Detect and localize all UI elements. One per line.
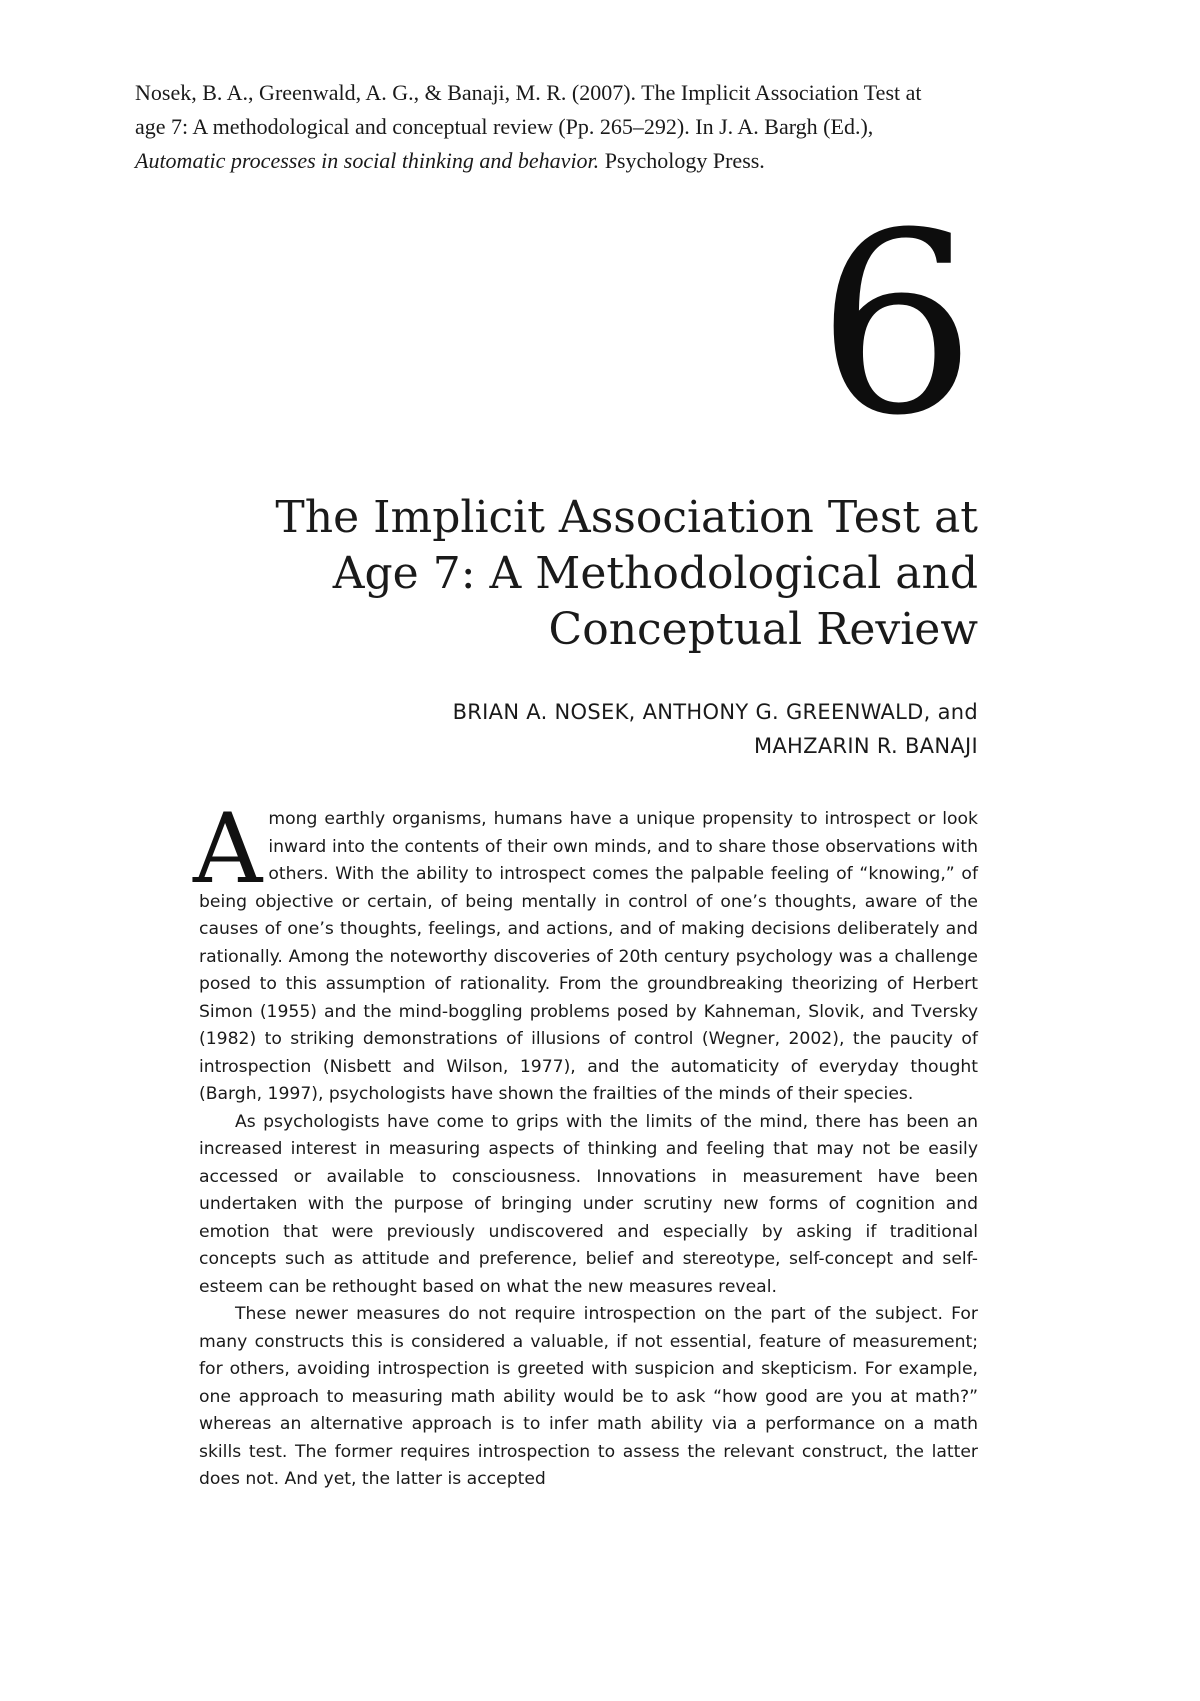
chapter-title (218, 490, 978, 658)
paragraph-3: These newer measures do not require introspection on the part of the subject. For many constructs this is considered a valuable, if not essential, feature of measurement; for others, avoiding introspection is greeted with suspicion and skepticism. For example, one approach to measuring math ability would be to ask “how good are you at math?” whereas an alternative approach is to infer math ability via a performance on a math skills test. The former requires introspection to assess the relevant construct, the latter does not. And yet, the latter is accepted (199, 1304, 978, 1489)
paragraph-2: As psychologists have come to grips with the limits of the mind, there has been an increased interest in measuring aspects of thinking and feeling that may not be easily accessed or available to consciousness. Innovations in measurement have been undertaken with the purpose of bringing under scrutiny new forms of cognition and emotion that were previously undiscovered and especially by asking if traditional concepts such as attitude and preference, belief and stereotype, self-concept and self-esteem can be rethought based on what the new measures reveal. (199, 1111, 978, 1297)
citation-line-2: age 7: A methodological and conceptual review (Pp. 265–292). In J. A. Bargh (Ed.), (135, 114, 874, 139)
authors-line-1: BRIAN A. NOSEK, ANTHONY G. GREENWALD, and (452, 700, 978, 724)
paragraph-1-text: mong earthly organisms, humans have a unique propensity to introspect or look inward into the contents of their own minds, and to share those observations with others. With the ability to introspect comes the palpable feeling of “knowing,” of being objective or certain, of being mentally in control of one’s thoughts, aware of the causes of one’s thoughts, feelings, and actions, and of making decisions deliberately and rationally. Among the noteworthy discoveries of 20th century psychology was a challenge posed to this assumption of rationality. From the groundbreaking theorizing of Herbert Simon (1955) and the mind-boggling problems posed by Kahneman, Slovik, and Tversky (1982) to striking demonstrations of illusions of control (Wegner, 2002), the paucity of introspection (Nisbett and Wilson, 1977), and the automaticity of everyday thought (Bargh, 1997), psychologists have shown the frailties of the minds of their species. (199, 809, 978, 1104)
paragraph-1 (193, 793, 978, 1109)
citation-line-1: Nosek, B. A., Greenwald, A. G., & Banaji, M. R. (2007). The Implicit Association Test at (135, 80, 922, 105)
citation-line-3 (135, 144, 1095, 178)
chapter-number: 6 (816, 179, 976, 470)
chapter-body (193, 793, 978, 1494)
citation-block (135, 76, 1095, 178)
drop-cap: A (193, 793, 263, 905)
citation-publisher: Psychology Press. (599, 148, 765, 173)
chapter-title-line-1: The Implicit Association Test at (275, 492, 978, 543)
chapter-title-line-3: Conceptual Review (548, 604, 978, 655)
authors-line-2: MAHZARIN R. BANAJI (753, 734, 978, 758)
chapter-authors (218, 695, 978, 763)
citation-book-title: Automatic processes in social thinking and behavior. (135, 148, 600, 173)
chapter-title-line-2: Age 7: A Methodological and (332, 548, 978, 599)
